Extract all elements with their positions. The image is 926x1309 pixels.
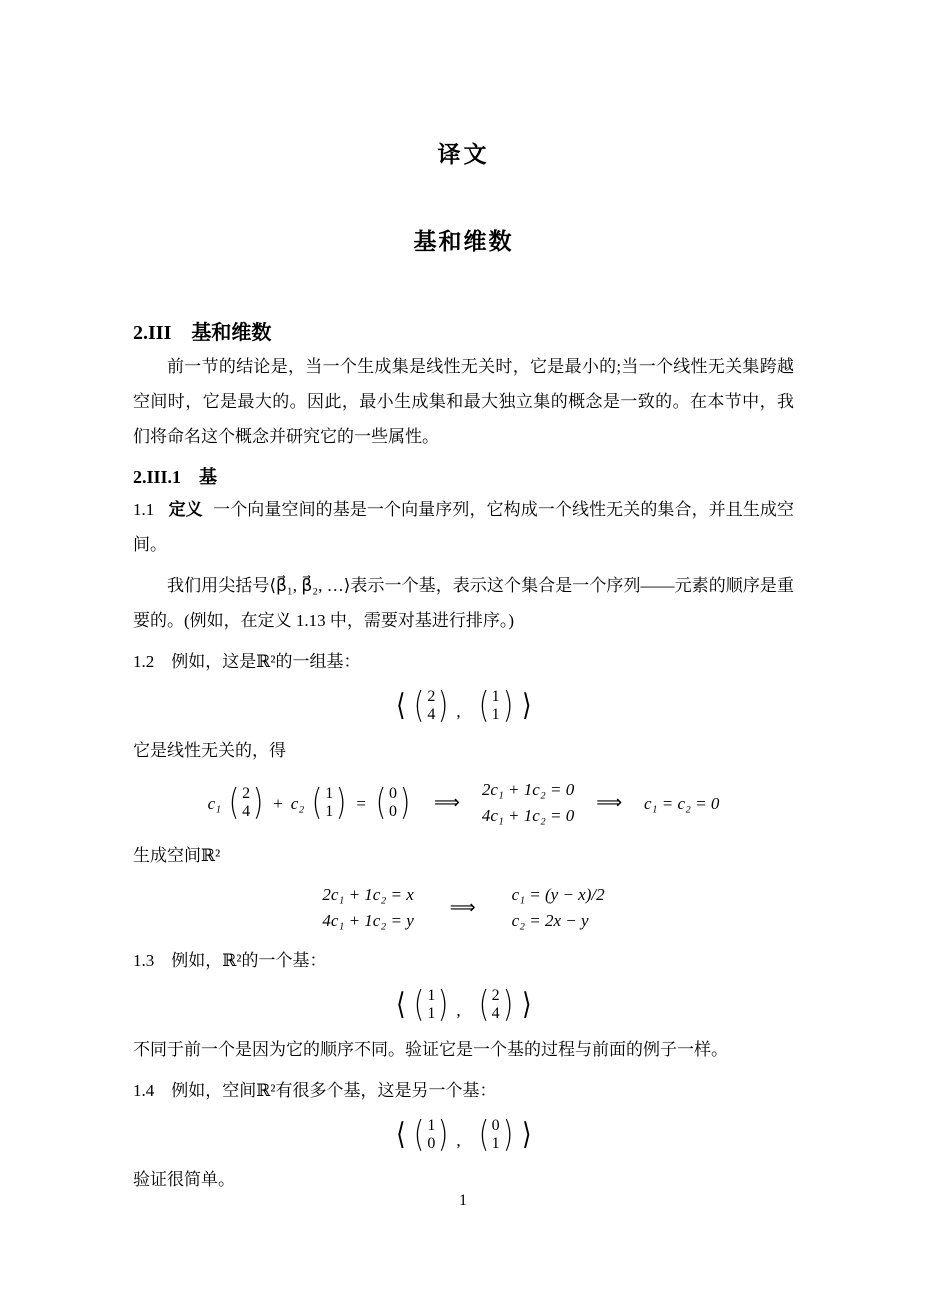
implies-arrow: ⟹ — [449, 897, 476, 918]
implies-arrow: ⟹ — [596, 792, 623, 813]
system-line: 2c₁ + 1c₂ = x — [322, 885, 414, 904]
coefficient-c2: c₂ — [290, 793, 305, 813]
basis-display-2 — [133, 984, 794, 1025]
paren-close: ) — [399, 782, 411, 823]
vector-entry: 4 — [427, 706, 436, 723]
paren-open: ( — [228, 782, 240, 823]
example-1-2-paragraph: 1.2 例如，这是ℝ²的一组基： — [133, 652, 361, 671]
vector-entry: 2 — [242, 785, 251, 802]
basis-display-3 — [133, 1114, 794, 1155]
doc-title: 译文 — [437, 142, 490, 167]
vector-entry: 1 — [491, 706, 500, 723]
paren-open: ( — [414, 685, 425, 726]
implies-arrow: ⟹ — [434, 792, 460, 813]
paren-close: ) — [336, 782, 347, 823]
notation-paragraph: 我们用尖括号⟨β⃗₁, β⃗₂, …⟩表示一个基，表示这个集合是一个序列——元素的顺序是重要的。(例如，在定义 1.13 中，需要对基进行排序。) — [133, 576, 794, 630]
equals-operator: = — [356, 793, 366, 813]
zero-vector — [374, 782, 412, 823]
section-heading: 2.III 基和维数 — [133, 322, 272, 344]
vector-entry: 1 — [491, 1135, 500, 1152]
angle-close-bracket: ⟩ — [521, 1117, 532, 1152]
vector-column — [426, 688, 436, 724]
vector-entry: 0 — [388, 785, 397, 802]
vector-column — [491, 688, 501, 724]
equation-system — [482, 777, 574, 829]
intro-paragraph: 前一节的结论是，当一个生成集是线性无关时，它是最小的;当一个线性无关集跨越空间时，它是最大的。因此，最小生成集和最大独立集的概念是一致的。在本节中，我们将命名这个概念并研究它的一些属性。 — [133, 357, 794, 446]
paren-close: ) — [252, 782, 264, 823]
paren-close: ) — [502, 685, 513, 726]
definition-text: 一个向量空间的基是一个向量序列，它构成一个线性无关的集合，并且生成空间。 — [133, 500, 795, 554]
paren-open: ( — [375, 782, 387, 823]
equation-system — [322, 882, 413, 934]
vector-entry: 0 — [491, 1117, 500, 1134]
vector-entry: 1 — [325, 803, 334, 820]
column-vector — [412, 984, 450, 1025]
definition-paragraph — [133, 492, 794, 562]
paren-open: ( — [478, 1114, 489, 1155]
vector-entry: 1 — [427, 987, 436, 1004]
column-vector — [227, 782, 265, 823]
column-vector — [477, 984, 515, 1025]
subsection-heading: 2.III.1 基 — [133, 467, 218, 487]
vector-entry: 4 — [491, 1005, 500, 1022]
column-vector — [477, 1114, 515, 1155]
vector-entry: 2 — [491, 987, 500, 1004]
independence-equation — [133, 777, 794, 829]
angle-open-bracket: ⟨ — [395, 1117, 406, 1152]
system-line: 2c₁ + 1c₂ = 0 — [481, 780, 575, 799]
paren-open: ( — [414, 984, 425, 1025]
equation-system — [512, 882, 605, 934]
column-vector — [412, 685, 450, 726]
span-intro: 生成空间ℝ² — [133, 846, 221, 865]
paren-open: ( — [414, 1114, 425, 1155]
column-vector — [310, 782, 348, 823]
vector-column — [241, 785, 251, 821]
vector-entry: 1 — [491, 688, 500, 705]
plus-operator: + — [273, 793, 283, 813]
span-equation — [133, 882, 794, 934]
example-1-3-paragraph: 1.3 例如，ℝ²的一个基： — [133, 951, 327, 970]
paren-open: ( — [478, 984, 489, 1025]
definition-word: 定义 — [168, 500, 203, 519]
example-1-4-paragraph: 1.4 例如，空间ℝ²有很多个基，这是另一个基： — [133, 1081, 497, 1100]
doc-subtitle: 基和维数 — [413, 229, 514, 254]
vector-entry: 4 — [242, 803, 251, 820]
column-vector — [477, 685, 515, 726]
independence-result: c₁ = c₂ = 0 — [644, 793, 720, 813]
separator-comma: , — [456, 1131, 461, 1150]
angle-open-bracket: ⟨ — [395, 987, 406, 1022]
paren-close: ) — [438, 685, 449, 726]
system-line: c₂ = 2x − y — [511, 911, 589, 930]
system-line: 4c₁ + 1c₂ = 0 — [481, 806, 575, 825]
basis-display-1 — [133, 685, 794, 726]
paren-open: ( — [478, 685, 489, 726]
vector-entry: 0 — [388, 803, 397, 820]
angle-open-bracket: ⟨ — [395, 688, 406, 723]
vector-column — [388, 785, 398, 821]
vector-entry: 1 — [427, 1005, 436, 1022]
column-vector — [412, 1114, 450, 1155]
separator-comma: , — [456, 1001, 461, 1020]
system-line: c₁ = (y − x)/2 — [511, 885, 605, 904]
vector-column — [491, 1117, 501, 1153]
vector-column — [426, 987, 436, 1023]
vector-entry: 1 — [325, 785, 334, 802]
angle-close-bracket: ⟩ — [521, 688, 532, 723]
page-number: 1 — [459, 1192, 467, 1209]
paren-close: ) — [438, 984, 449, 1025]
paren-close: ) — [502, 984, 513, 1025]
vector-entry: 2 — [427, 688, 436, 705]
verify-paragraph: 验证很简单。 — [133, 1170, 235, 1189]
paren-close: ) — [438, 1114, 449, 1155]
paren-close: ) — [502, 1114, 513, 1155]
definition-number: 1.1 — [133, 500, 155, 519]
separator-comma: , — [456, 702, 461, 721]
system-line: 4c₁ + 1c₂ = y — [322, 911, 414, 930]
vector-entry: 1 — [427, 1117, 436, 1134]
vector-column — [324, 785, 334, 821]
independence-intro: 它是线性无关的，得 — [133, 741, 286, 760]
coefficient-c1: c₁ — [207, 793, 222, 813]
vector-entry: 0 — [427, 1135, 436, 1152]
order-note-paragraph: 不同于前一个是因为它的顺序不同。验证它是一个基的过程与前面的例子一样。 — [133, 1040, 728, 1059]
paren-open: ( — [312, 782, 323, 823]
vector-column — [491, 987, 501, 1023]
vector-column — [426, 1117, 436, 1153]
angle-close-bracket: ⟩ — [521, 987, 532, 1022]
